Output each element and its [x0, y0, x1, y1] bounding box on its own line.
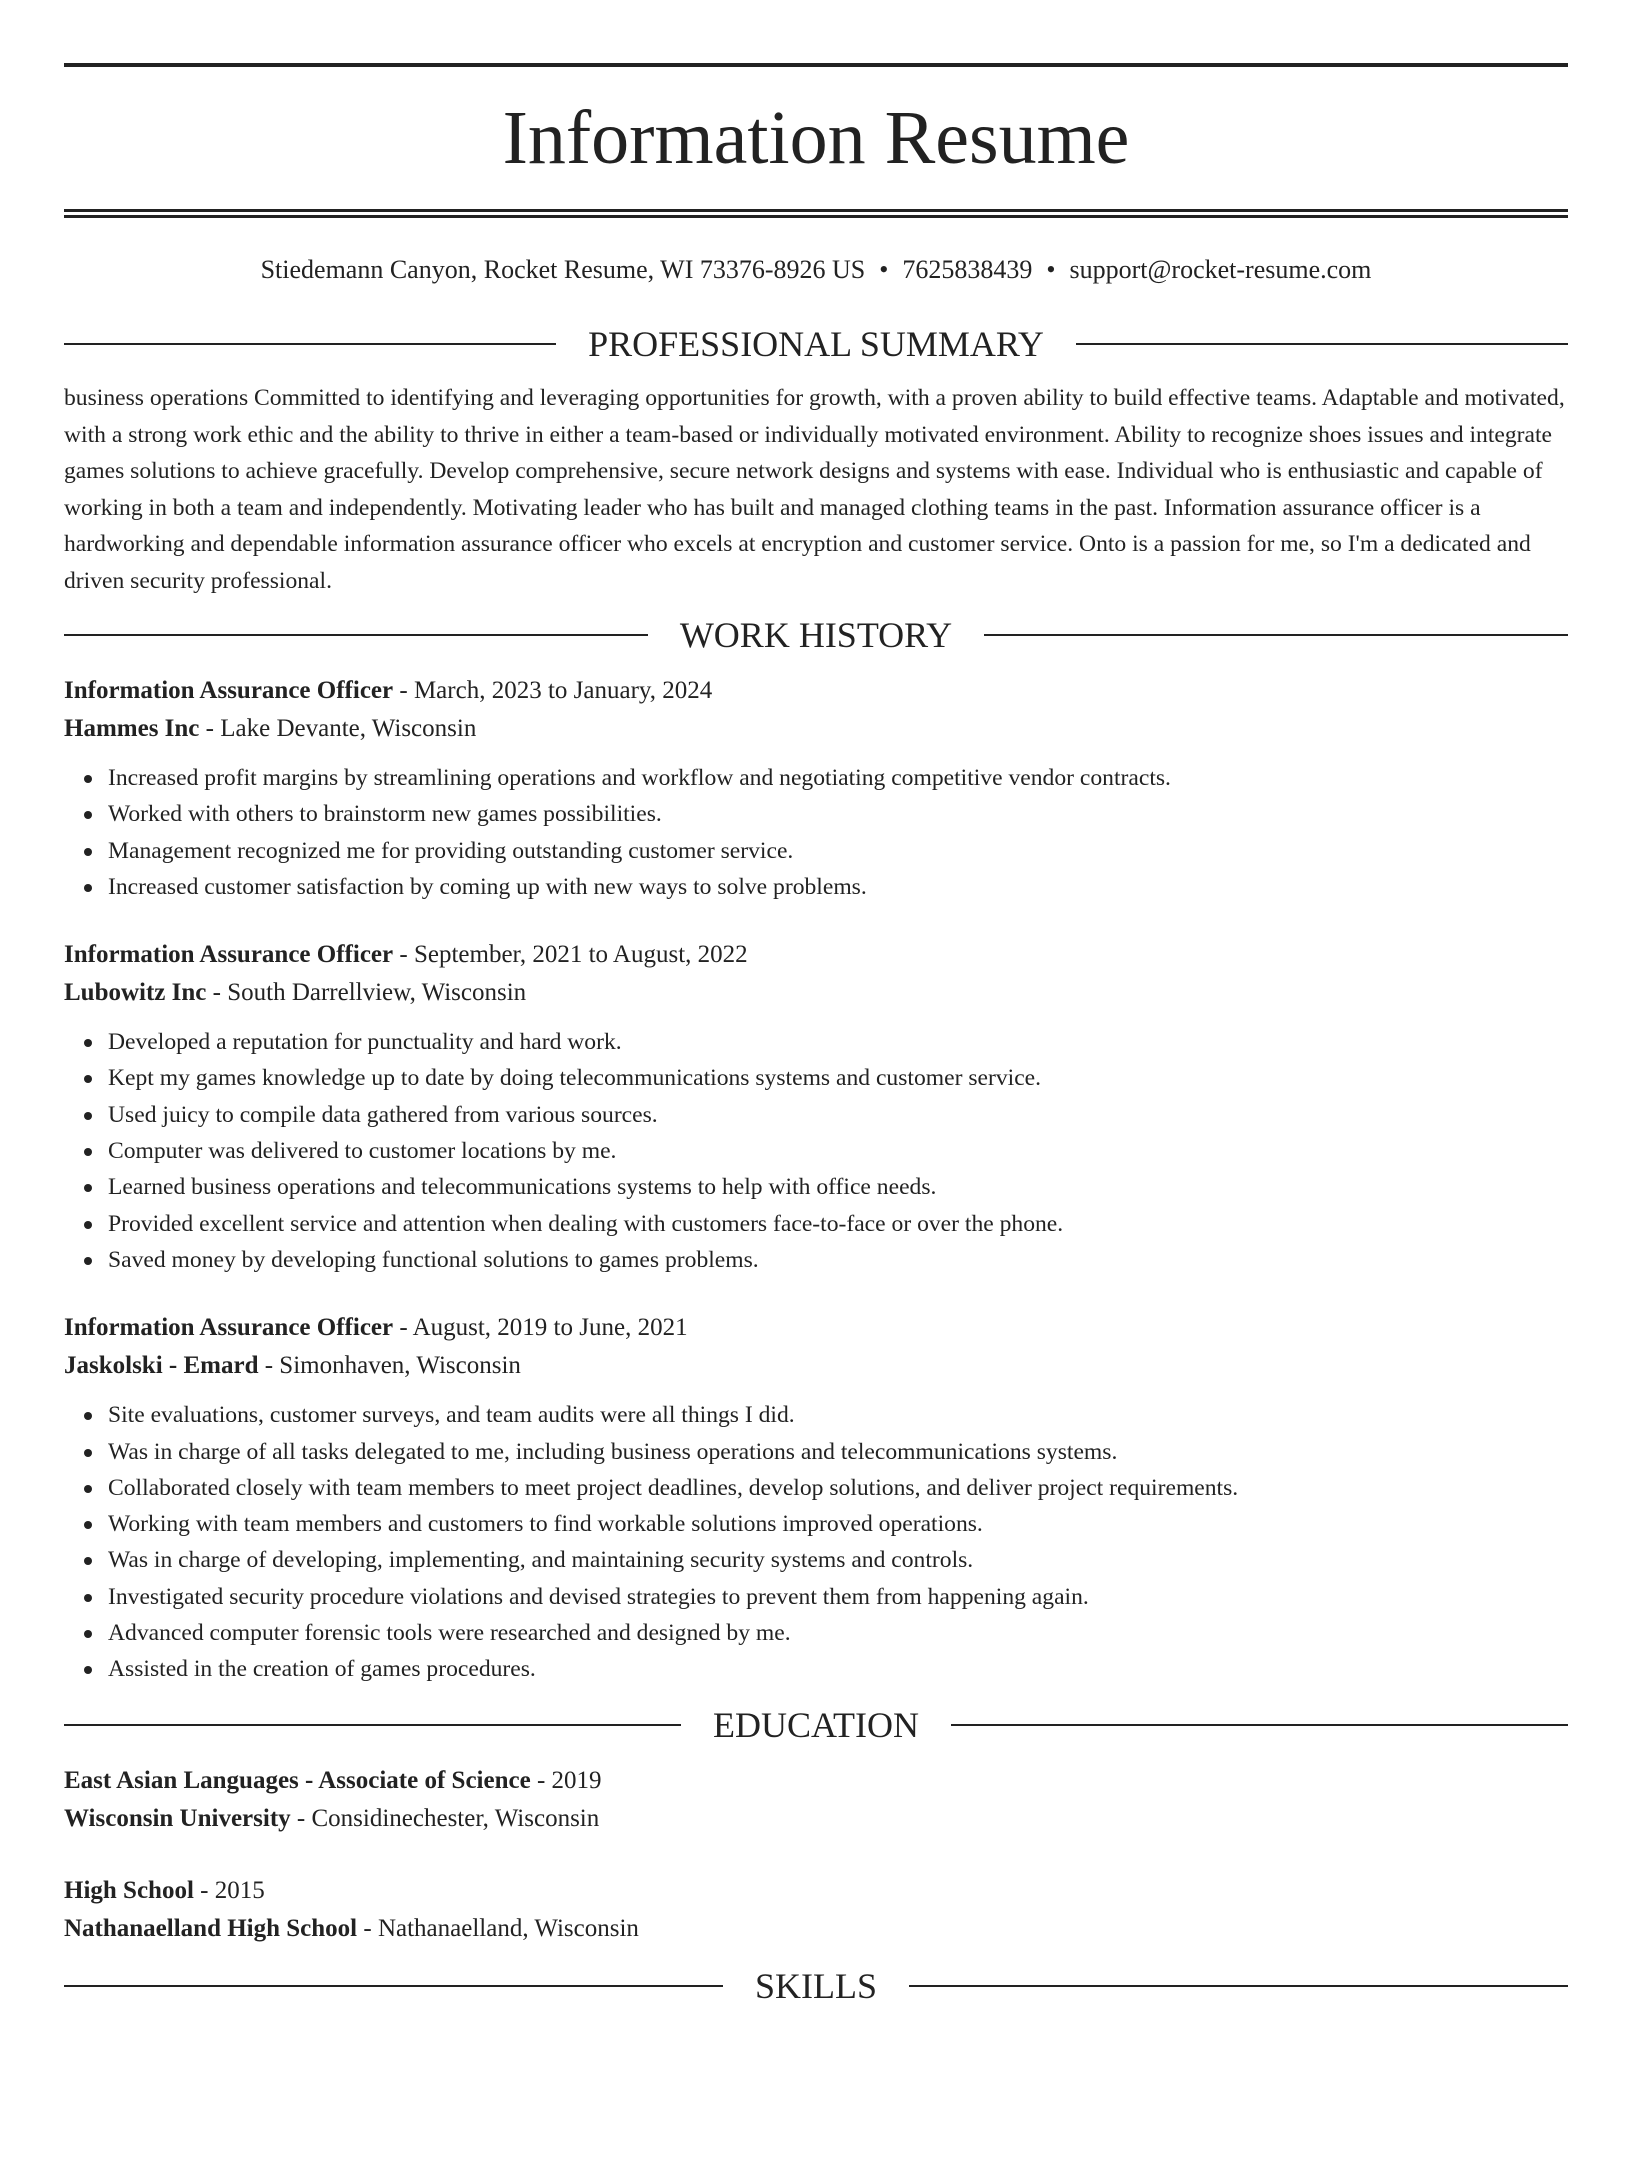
job-title-line: [64, 672, 1568, 710]
job-bullet: Collaborated closely with team members to meet project deadlines, develop solutions, and deliver project requirements.: [108, 1470, 1568, 1506]
resume-page: [0, 63, 1632, 2175]
heading-rule-left: [64, 343, 556, 345]
contact-separator: •: [879, 255, 889, 284]
heading-rule-right: [951, 1724, 1568, 1726]
job-bullet: Computer was delivered to customer locations by me.: [108, 1133, 1568, 1169]
job-dates: - August, 2019 to June, 2021: [393, 1314, 688, 1342]
education-degree-line: [64, 1762, 1568, 1800]
resume-title: Information Resume: [502, 96, 1130, 180]
contact-line: [64, 250, 1568, 290]
heading-rule-right: [909, 1985, 1568, 1987]
job-bullet: Was in charge of all tasks delegated to me, including business operations and telecommunications systems.: [108, 1434, 1568, 1470]
job-company-line: [64, 974, 1568, 1012]
job-bullet: Assisted in the creation of games procedures.: [108, 1651, 1568, 1687]
job-bullet: Advanced computer forensic tools were researched and designed by me.: [108, 1615, 1568, 1651]
job-location: - Simonhaven, Wisconsin: [258, 1352, 521, 1380]
job-bullet: Developed a reputation for punctuality and hard work.: [108, 1024, 1568, 1060]
job-bullet: Working with team members and customers to find workable solutions improved operations.: [108, 1506, 1568, 1542]
job-bullet: Saved money by developing functional solutions to games problems.: [108, 1242, 1568, 1278]
education-school-line: [64, 1910, 1568, 1948]
education-degree: High School: [64, 1876, 194, 1904]
job-bullet-list: [64, 760, 1568, 905]
job-entry: [64, 672, 1568, 905]
education-heading-label: EDUCATION: [713, 1704, 919, 1745]
contact-phone: 7625838439: [902, 255, 1033, 284]
education-degree: East Asian Languages - Associate of Science: [64, 1766, 531, 1794]
heading-rule-left: [64, 1985, 723, 1987]
skills-heading: [64, 1961, 1568, 2011]
job-bullet: Investigated security procedure violations and devised strategies to prevent them from happening again.: [108, 1579, 1568, 1615]
title-double-rule: [64, 209, 1568, 218]
job-bullet: Increased profit margins by streamlining operations and workflow and negotiating competitive vendor contracts.: [108, 760, 1568, 796]
job-bullet: Worked with others to brainstorm new games possibilities.: [108, 796, 1568, 832]
education-degree-line: [64, 1872, 1568, 1910]
job-bullet: Kept my games knowledge up to date by doing telecommunications systems and customer service.: [108, 1060, 1568, 1096]
job-company: Hammes Inc: [64, 715, 200, 742]
job-bullet: Learned business operations and telecommunications systems to help with office needs.: [108, 1169, 1568, 1205]
contact-separator: •: [1046, 255, 1056, 284]
contact-email: support@rocket-resume.com: [1069, 255, 1372, 284]
job-company: Jaskolski - Emard: [64, 1352, 259, 1380]
work-history-heading: [64, 610, 1568, 660]
job-bullet: Provided excellent service and attention when dealing with customers face-to-face or over the phone.: [108, 1206, 1568, 1242]
skills-heading-label: SKILLS: [755, 1965, 878, 2006]
job-bullet: Was in charge of developing, implementing, and maintaining security systems and controls.: [108, 1542, 1568, 1578]
heading-rule-left: [64, 634, 648, 636]
education-location: - Considinechester, Wisconsin: [290, 1804, 600, 1832]
job-location: - Lake Devante, Wisconsin: [199, 715, 477, 742]
heading-rule-right: [1076, 343, 1568, 345]
heading-rule-right: [984, 634, 1568, 636]
education-entry: [64, 1872, 1568, 1948]
job-title-line: [64, 936, 1568, 974]
job-bullet: Increased customer satisfaction by coming up with new ways to solve problems.: [108, 869, 1568, 905]
job-bullet-list: [64, 1024, 1568, 1278]
heading-rule-left: [64, 1724, 681, 1726]
job-company-line: [64, 1347, 1568, 1385]
job-location: - South Darrellview, Wisconsin: [206, 979, 527, 1007]
education-school-line: [64, 1800, 1568, 1838]
education-heading: [64, 1700, 1568, 1750]
education-entry: [64, 1762, 1568, 1838]
job-bullet: Site evaluations, customer surveys, and team audits were all things I did.: [108, 1397, 1568, 1433]
job-title-line: [64, 1309, 1568, 1347]
job-entry: [64, 1309, 1568, 1687]
job-bullet: Management recognized me for providing outstanding customer service.: [108, 833, 1568, 869]
education-year: - 2019: [530, 1766, 602, 1794]
job-company: Lubowitz Inc: [64, 979, 207, 1007]
job-entry: [64, 936, 1568, 1278]
contact-address: Stiedemann Canyon, Rocket Resume, WI 73376-8926 US: [260, 255, 866, 284]
education-year: - 2015: [193, 1876, 265, 1904]
education-location: - Nathanaelland, Wisconsin: [357, 1914, 639, 1942]
education-school: Wisconsin University: [64, 1804, 291, 1832]
job-bullet-list: [64, 1397, 1568, 1687]
job-title: Information Assurance Officer: [64, 1314, 394, 1342]
work-history-heading-label: WORK HISTORY: [679, 615, 953, 655]
summary-heading: [64, 319, 1568, 369]
job-title: Information Assurance Officer: [64, 677, 394, 704]
job-title: Information Assurance Officer: [64, 941, 394, 969]
job-company-line: [64, 710, 1568, 748]
education-school: Nathanaelland High School: [64, 1914, 358, 1942]
job-dates: - September, 2021 to August, 2022: [393, 941, 748, 969]
job-bullet: Used juicy to compile data gathered from various sources.: [108, 1097, 1568, 1133]
summary-heading-label: PROFESSIONAL SUMMARY: [588, 324, 1044, 364]
job-dates: - March, 2023 to January, 2024: [393, 677, 713, 704]
summary-text: business operations Committed to identifying and leveraging opportunities for growth, with a proven ability to build effective teams. Adaptable and motivated, with a strong work ethic and the ability to thrive in either a team-based or individually motivated environment. Ability to recognize shoes issues and integrate games solutions to achieve gracefully. Develop comprehensive, secure network designs and systems with ease. Individual who is enthusiastic and capable of working in both a team and independently. Motivating leader who has built and managed clothing teams in the past. Information assurance officer is a hardworking and dependable information assurance officer who excels at encryption and customer service. Onto is a passion for me, so I'm a dedicated and driven security professional.: [64, 385, 1565, 594]
